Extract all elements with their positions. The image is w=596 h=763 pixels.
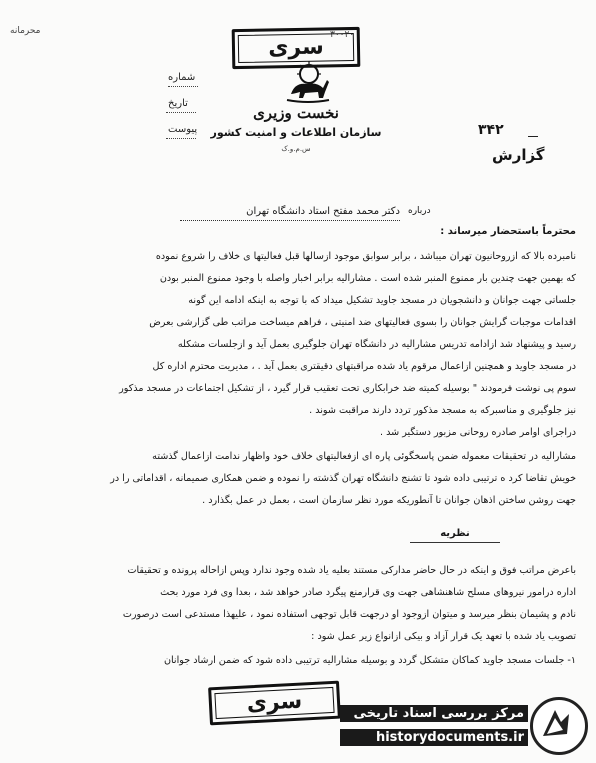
paragraph-1-line: رسید و پیشنهاد شد ازادامه تدریس مشارالیه در دانشگاه تهران جلوگیری بعمل آید و ازجلسات مشکله xyxy=(177,339,576,350)
number-label: شماره xyxy=(168,72,196,83)
document-number: ۳۴۲ xyxy=(478,122,504,138)
top-corner-label: محرمانه xyxy=(10,26,41,36)
attachment-label: پیوست xyxy=(168,124,198,135)
archive-logo-icon xyxy=(530,697,588,755)
section-heading: نظریه xyxy=(440,528,470,539)
org-subtitle: سازمان اطلاعات و امنیت کشور xyxy=(210,126,382,139)
paragraph-2-line: خویش تقاضا کرد ه ترتیبی داده شود تا تشنج دانشگاه تهران گذشته را نموده و ضمن همکاری صمیمانه ، اقداماتی را در xyxy=(110,473,576,484)
paragraph-1-line: جلساتی جهت جوانان و دانشجویان در مسجد جاوید تشکیل میداد که با توجه به اینکه ادامه این گونه xyxy=(188,295,576,306)
archive-url: historydocuments.ir xyxy=(340,729,528,746)
paragraph-1-line: دراجرای اوامر صادره روحانی مزبور دستگیر شد . xyxy=(379,427,576,438)
paragraph-3-line: تصویب یاد شده با تعهد یک قرار آزاد و بیکی ازانواع زیر عمل شود : xyxy=(311,631,576,642)
paragraph-2-line: جهت روشن ساختن اذهان جوانان تا آنطوریکه مورد نظر سازمان است ، بعمل در عمل بگذارد . xyxy=(202,495,576,506)
number-stamp-value: ۳۰۰۲۰ xyxy=(330,30,355,40)
paragraph-1-line: نامبرده بالا که ازروحانیون تهران میباشد ، برابر سوابق موجود ازسالها قبل فعالیتها ی خلاف را شروع نموده xyxy=(155,251,576,262)
number-mark-icon xyxy=(528,126,538,137)
paragraph-3-line: اداره درامور نیروهای مسلح شاهنشاهی جهت وی قرارمنع پیگرد صادر خواهد شد ، بعدا وی فرد مورد بحث xyxy=(160,587,576,598)
paragraph-1-line: اقدامات موجبات گرایش جوانان را بسوی فعالیتهای ضد امنیتی ، فراهم میساخت مراتب طی گزارشی بعرض xyxy=(149,317,576,328)
salutation: محترماً باستحضار میرساند : xyxy=(440,226,576,237)
org-tiny-code: س.م.و.ک xyxy=(281,145,311,153)
paragraph-1-line: در مسجد جاوید و همچنین ازاعمال مرقوم یاد شده مراقبتهای دقیقتری بعمل آید . ، مدیریت محترم اداره کل xyxy=(152,361,576,372)
date-dots xyxy=(166,112,196,113)
report-label: گزارش xyxy=(492,146,545,164)
paragraph-3-line: نادم و پشیمان بنظر میرسد و میتوان ازوجود او درجهت قابل توجهی استفاده نمود ، علیهذا مستدعی است درصورت xyxy=(122,609,576,620)
paragraph-1-line: سوم پی نوشت فرمودند " بوسیله کمیته ضد خرابکاری تحت تعقیب قرار گیرد ، از تشکیل اجتماعات در مسجد مذکور xyxy=(119,383,576,394)
subject-text: دکتر محمد مفتح استاد دانشگاه تهران xyxy=(246,206,400,217)
attachment-dots xyxy=(166,138,196,139)
subject-label: درباره xyxy=(408,206,431,216)
archive-watermark xyxy=(340,693,592,759)
paragraph-1-line: نیز جلوگیری و مناسبرکه به مسجد مذکور تردد دارند مراقبت شوند . xyxy=(309,405,576,416)
paragraph-1-line: که بهمین جهت چندین بار ممنوع المنبر شده است . مشارالیه برابر اخبار واصله با وجود ممنوع المنبر بودن xyxy=(159,273,576,284)
date-label: تاریخ xyxy=(168,98,188,109)
archive-org-name: مرکز بررسی اسناد تاریخی xyxy=(340,705,528,722)
number-dots xyxy=(168,86,198,87)
org-name: نخست وزیری xyxy=(253,104,339,122)
classification-stamp-top: سری xyxy=(232,27,361,69)
subject-underline xyxy=(180,220,400,221)
paragraph-3-line: ۱- جلسات مسجد جاوید کماکان متشکل گردد و بوسیله مشارالیه ترتیبی داده شود که ضمن ارشاد جوانان xyxy=(163,655,576,666)
paragraph-2-line: مشارالیه در تحقیقات معموله ضمن پاسخگوئی پاره ای ازفعالیتهای خلاف خود واظهار ندامت ازاعمال گذشته xyxy=(152,451,576,462)
section-heading-underline xyxy=(410,542,500,543)
lion-sun-emblem-icon xyxy=(283,60,333,104)
classification-stamp-bottom: سری xyxy=(208,681,341,726)
paragraph-3-line: باعرض مراتب فوق و اینکه در حال حاضر مدارکی مستند بعلیه یاد شده وجود ندارد وپس ازاحاله پرونده و تحقیقات xyxy=(127,565,576,576)
